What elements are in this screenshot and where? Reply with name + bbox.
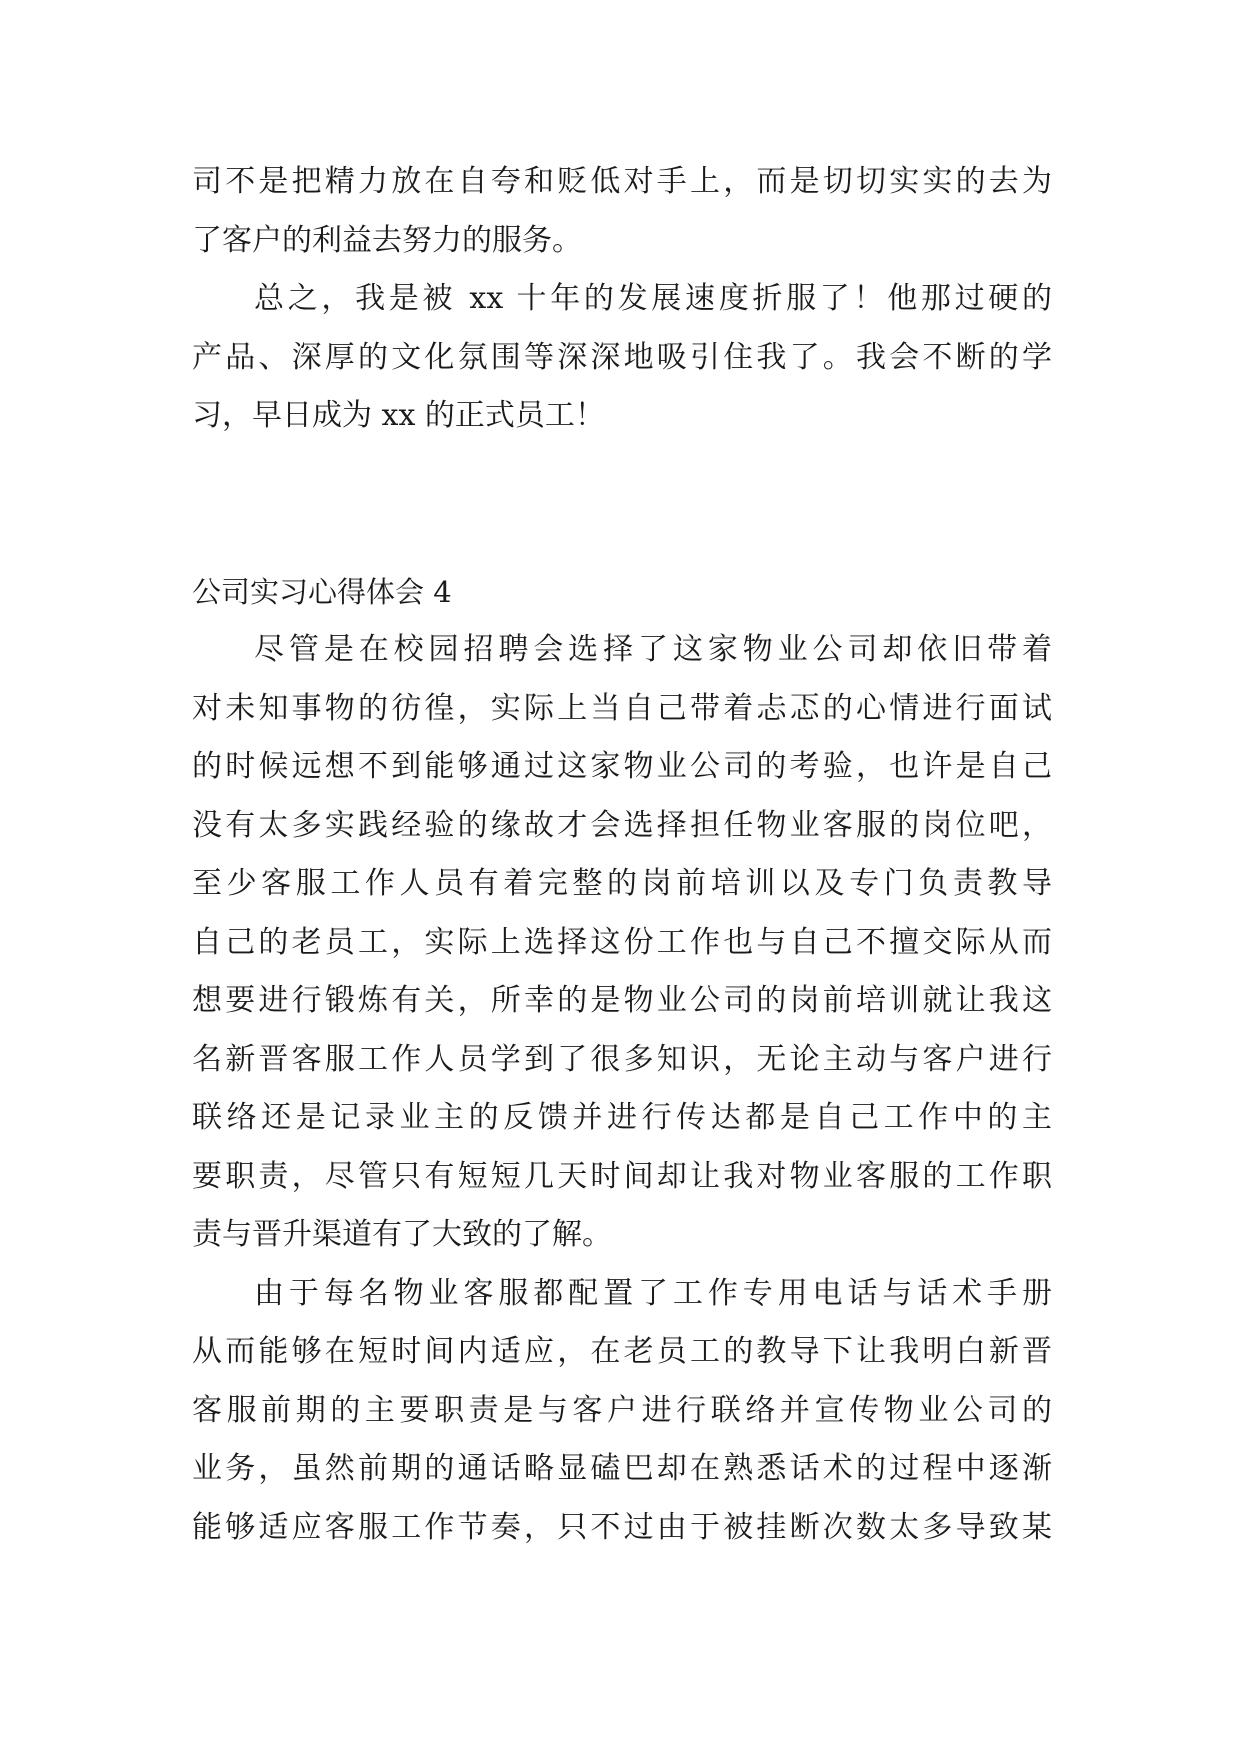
text-line: 司不是把精力放在自夸和贬低对手上，而是切切实实的去为	[192, 164, 1052, 199]
text-line: 的时候远想不到能够通过这家物业公司的考验，也许是自己	[192, 749, 1052, 784]
text-line: 总之，我是被 xx 十年的发展速度折服了！他那过硬的	[254, 281, 1052, 316]
text-line: 能够适应客服工作节奏，只不过由于被挂断次数太多导致某	[192, 1509, 1052, 1545]
section-heading: 公司实习心得体会 4	[192, 574, 452, 609]
text-line: 客服前期的主要职责是与客户进行联络并宣传物业公司的	[192, 1392, 1052, 1428]
text-line: 没有太多实践经验的缘故才会选择担任物业客服的岗位吧，	[192, 807, 1052, 843]
text-line: 业务，虽然前期的通话略显磕巴却在熟悉话术的过程中逐渐	[192, 1451, 1052, 1486]
section-gap	[192, 446, 1052, 563]
text-line: 要职责，尽管只有短短几天时间却让我对物业客服的工作职	[192, 1158, 1052, 1194]
text-line: 对未知事物的彷徨，实际上当自己带着忐忑的心情进行面试	[192, 690, 1052, 726]
text-line: 由于每名物业客服都配置了工作专用电话与话术手册	[254, 1275, 1052, 1311]
text-line: 联络还是记录业主的反馈并进行传达都是自己工作中的主	[192, 1100, 1052, 1135]
document-body	[192, 153, 1052, 1557]
text-line: 从而能够在短时间内适应，在老员工的教导下让我明白新晋	[192, 1334, 1052, 1369]
text-line: 尽管是在校园招聘会选择了这家物业公司却依旧带着	[254, 632, 1052, 667]
text-line: 产品、深厚的文化氛围等深深地吸引住我了。我会不断的学	[192, 339, 1052, 375]
text-line: 想要进行锻炼有关，所幸的是物业公司的岗前培训就让我这	[192, 983, 1052, 1018]
text-line: 了客户的利益去努力的服务。	[192, 222, 582, 258]
text-line: 名新晋客服工作人员学到了很多知识，无论主动与客户进行	[192, 1041, 1052, 1077]
text-line: 自己的老员工，实际上选择这份工作也与自己不擅交际从而	[192, 924, 1052, 960]
text-line: 责与晋升渠道有了大致的了解。	[192, 1217, 612, 1252]
text-line: 习，早日成为 xx 的正式员工！	[192, 398, 605, 433]
text-line: 至少客服工作人员有着完整的岗前培训以及专门负责教导	[192, 866, 1052, 901]
